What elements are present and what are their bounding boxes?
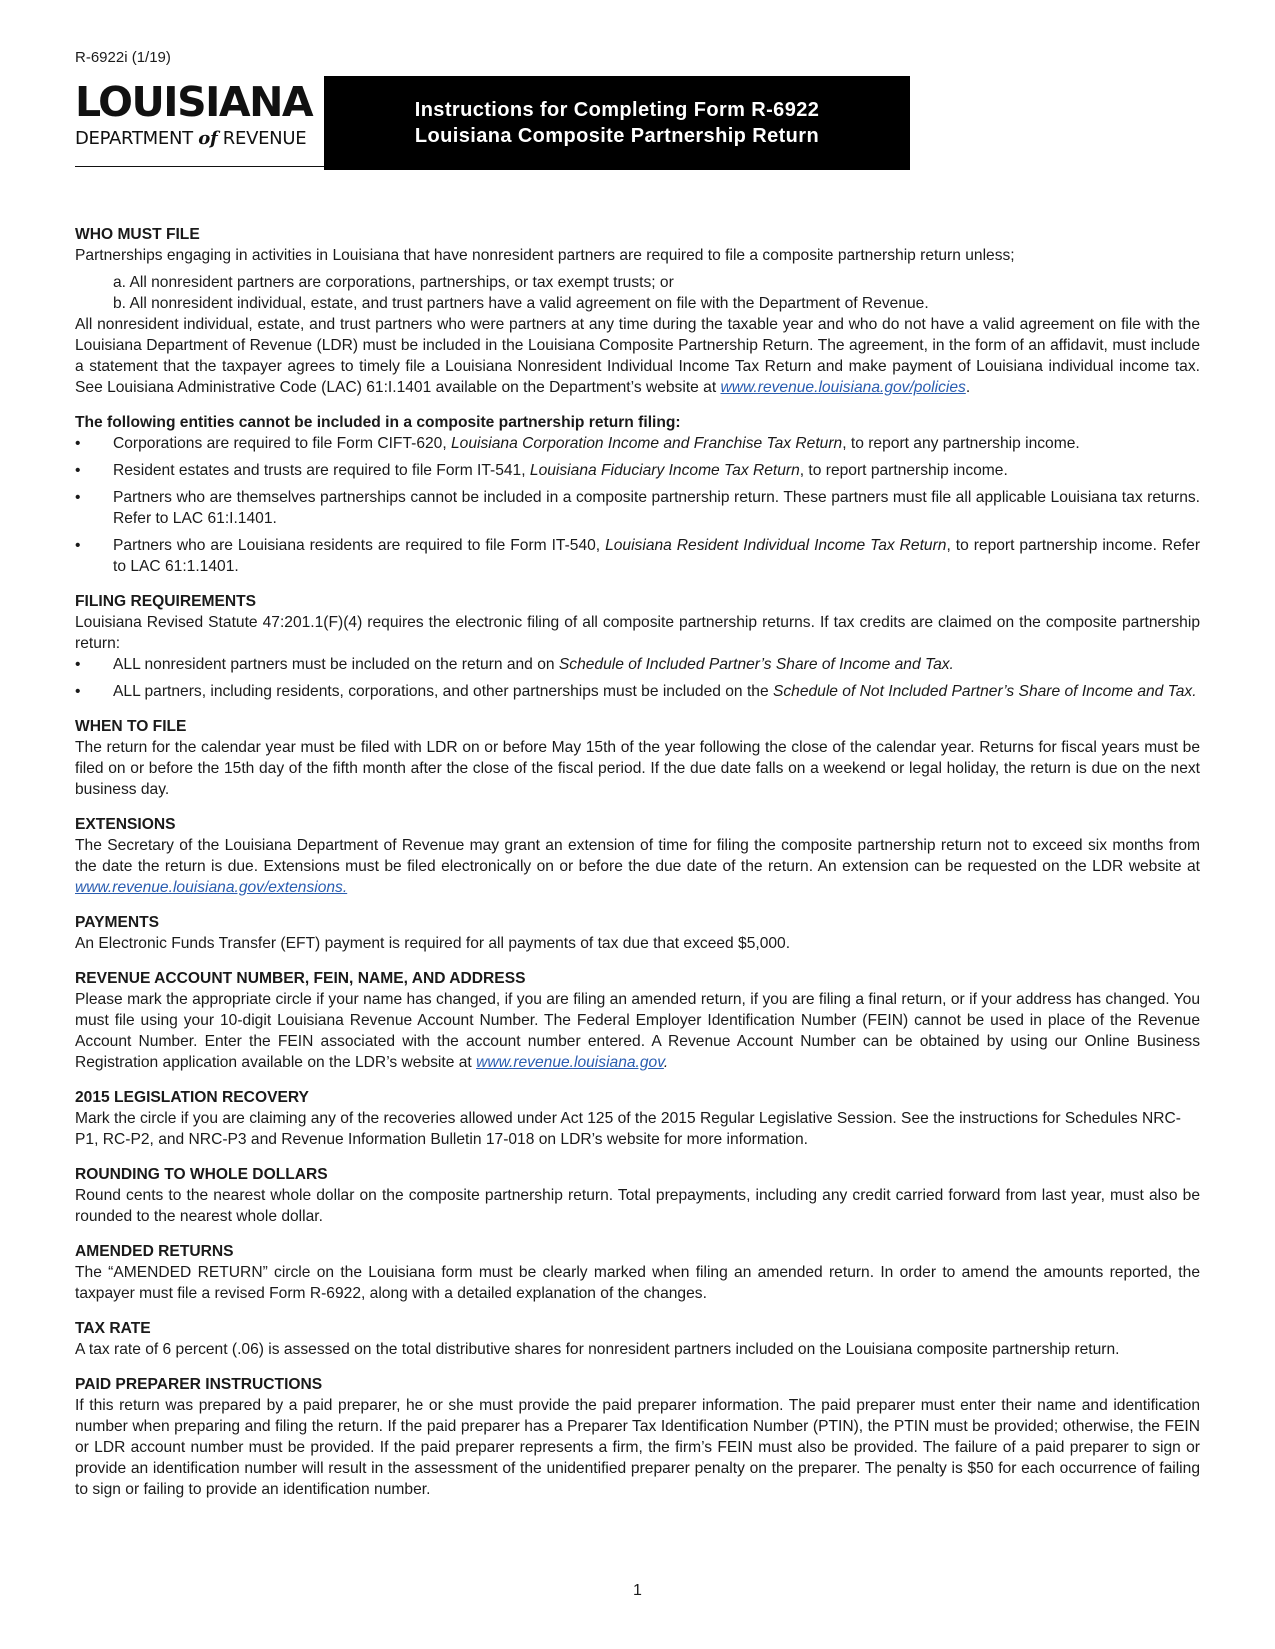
paragraph: All nonresident individual, estate, and trust partners who were partners at any time during the taxable year and who do not have a valid agreement on file with the Louisiana Department of Revenue (LDR) must be included in the Louisiana Composite Partnership Return. The agreement, in the form of an affidavit, must include a statement that the taxpayer agrees to timely file a Louisiana Nonresident Individual Income Tax Return and make payment of Louisiana individual income tax. See Louisiana Administrative Code (LAC) 61:I.1401 available on the Department’s website at www.revenue.louisiana.gov/policies.: [75, 316, 1200, 396]
logo-wordmark: LOUISIANA: [75, 78, 313, 126]
section-heading: TAX RATE: [75, 1320, 151, 1337]
form-id: R-6922i (1/19): [75, 49, 171, 66]
list-item: • Partners who are Louisiana residents are required to file Form IT-540, Louisiana Resident Individual Income Tax Return, to report partnership income. Refer to LAC 61:1.1401.: [75, 535, 1200, 577]
paragraph: A tax rate of 6 percent (.06) is assessed on the total distributive shares for nonresident partners included on the Louisiana composite partnership return.: [75, 1341, 1120, 1358]
list-item: • Resident estates and trusts are required to file Form IT-541, Louisiana Fiduciary Income Tax Return, to report partnership income.: [75, 460, 1200, 481]
extensions-link[interactable]: www.revenue.louisiana.gov/extensions.: [75, 879, 348, 896]
section-heading: 2015 LEGISLATION RECOVERY: [75, 1089, 309, 1106]
section-heading: PAID PREPARER INSTRUCTIONS: [75, 1376, 323, 1393]
ldr-logo: [75, 80, 315, 165]
policies-link[interactable]: www.revenue.louisiana.gov/policies: [720, 379, 966, 396]
paragraph: Partnerships engaging in activities in Louisiana that have nonresident partners are required to file a composite partnership return unless;: [75, 247, 1015, 264]
list-item: • ALL partners, including residents, corporations, and other partnerships must be included on the Schedule of Not Included Partner’s Share of Income and Tax.: [75, 681, 1200, 702]
section-heading: EXTENSIONS: [75, 816, 176, 833]
lettered-list: [75, 272, 1200, 314]
paragraph: If this return was prepared by a paid preparer, he or she must provide the paid preparer information. The paid preparer must enter their name and identification number when preparing and filing the return. If the paid preparer has a Preparer Tax Identification Number (PTIN), the PTIN must be provided; otherwise, the FEIN or LDR account number must be provided. If the paid preparer represents a firm, the firm’s FEIN must also be provided. The failure of a paid preparer to sign or provide an identification number will result in the assessment of the unidentified preparer penalty on the preparer. The penalty is $50 for each occurrence of failing to sign or failing to provide an identification number.: [75, 1397, 1200, 1498]
logo-subtitle: DEPARTMENT of REVENUE: [75, 128, 307, 149]
instructions-body: [75, 224, 1200, 1500]
section-heading: FILING REQUIREMENTS: [75, 593, 257, 610]
title-line-2: Louisiana Composite Partnership Return: [414, 125, 820, 147]
paragraph: The Secretary of the Louisiana Department of Revenue may grant an extension of time for filing the composite partnership return not to exceed six months from the date the return is due. Extensions must be filed electronically on or before the due date of the return. An extension can be requested on the LDR website at www.revenue.louisiana.gov/extensions.: [75, 837, 1200, 896]
section-heading: PAYMENTS: [75, 914, 160, 931]
list-item: • ALL nonresident partners must be included on the return and on Schedule of Included Partner’s Share of Income and Tax.: [75, 654, 1200, 675]
bullet-list: [75, 654, 1200, 702]
paragraph: The “AMENDED RETURN” circle on the Louisiana form must be clearly marked when filing an amended return. In order to amend the amounts reported, the taxpayer must file a revised Form R-6922, along with a detailed explanation of the changes.: [75, 1264, 1200, 1302]
section-heading: REVENUE ACCOUNT NUMBER, FEIN, NAME, AND ADDRESS: [75, 970, 526, 987]
section-heading: The following entities cannot be included in a composite partnership return filing:: [75, 414, 681, 431]
section-heading: AMENDED RETURNS: [75, 1243, 234, 1260]
paragraph: Round cents to the nearest whole dollar on the composite partnership return. Total prepayments, including any credit carried forward from last year, must also be rounded to the nearest whole dollar.: [75, 1187, 1200, 1225]
list-item: b. All nonresident individual, estate, and trust partners have a valid agreement on file with the Department of Revenue.: [113, 295, 929, 312]
section-heading: WHO MUST FILE: [75, 226, 200, 243]
title-line-1: Instructions for Completing Form R-6922: [414, 99, 820, 121]
paragraph: The return for the calendar year must be filed with LDR on or before May 15th of the year following the close of the calendar year. Returns for fiscal years must be filed on or before the 15th day of the fifth month after the close of the fiscal period. If the due date falls on a weekend or legal holiday, the return is due on the next business day.: [75, 739, 1200, 798]
list-item: • Partners who are themselves partnerships cannot be included in a composite partnership return. These partners must file all applicable Louisiana tax returns. Refer to LAC 61:I.1401.: [75, 487, 1200, 529]
list-item: a. All nonresident partners are corporations, partnerships, or tax exempt trusts; or: [113, 274, 674, 291]
page-number: 1: [633, 1582, 642, 1599]
list-item: • Corporations are required to file Form CIFT-620, Louisiana Corporation Income and Franchise Tax Return, to report any partnership income.: [75, 433, 1200, 454]
paragraph: Please mark the appropriate circle if your name has changed, if you are filing an amended return, if you are filing a final return, or if your address has changed. You must file using your 10-digit Louisiana Revenue Account Number. The Federal Employer Identification Number (FEIN) cannot be used in place of the Revenue Account Number. Enter the FEIN associated with the account number entered. A Revenue Account Number can be obtained by using our Online Business Registration application available on the LDR’s website at www.revenue.louisiana.gov.: [75, 991, 1200, 1071]
paragraph: An Electronic Funds Transfer (EFT) payment is required for all payments of tax due that exceed $5,000.: [75, 935, 791, 952]
ldr-website-link[interactable]: www.revenue.louisiana.gov: [476, 1054, 664, 1071]
paragraph: Mark the circle if you are claiming any of the recoveries allowed under Act 125 of the 2015 Regular Legislative Session. See the instructions for Schedules NRC-P1, RC-P2, and NRC-P3 and Revenue Information Bulletin 17-018 on LDR’s website for more information.: [75, 1110, 1181, 1148]
section-heading: ROUNDING TO WHOLE DOLLARS: [75, 1166, 328, 1183]
section-heading: WHEN TO FILE: [75, 718, 187, 735]
bullet-list: [75, 433, 1200, 577]
title-banner: [324, 76, 910, 170]
paragraph: Louisiana Revised Statute 47:201.1(F)(4) requires the electronic filing of all composite partnership returns. If tax credits are claimed on the composite partnership return:: [75, 614, 1200, 652]
